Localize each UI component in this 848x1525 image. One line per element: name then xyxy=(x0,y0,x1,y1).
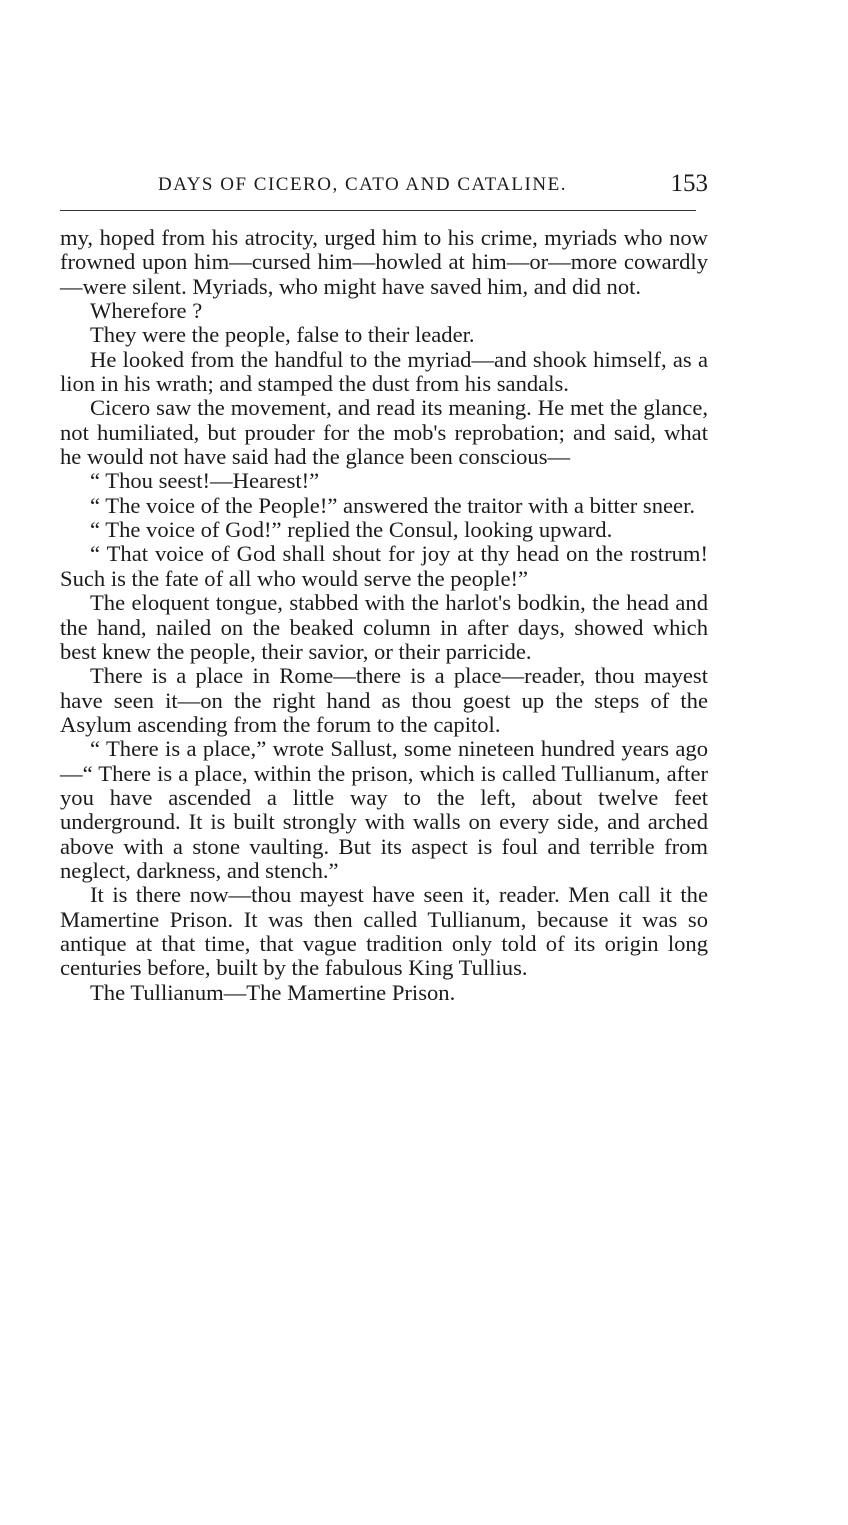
paragraph: “ Thou seest!—Hearest!” xyxy=(90,468,320,494)
page-header xyxy=(60,170,708,204)
paragraph: “ The voice of the People!” answered the traitor with a bitter sneer. xyxy=(90,492,695,518)
paragraph: Cicero saw the movement, and read its meaning. He met the glance, not humiliated, but prouder for the mob's reprobation; and said, what he would not have said had the glance been conscious— xyxy=(60,395,708,470)
paragraph: “ That voice of God shall shout for joy at thy head on the rostrum! Such is the fate of all who would serve the people!” xyxy=(60,541,708,591)
paragraph: They were the people, false to their leader. xyxy=(90,322,475,348)
paragraph: Wherefore ? xyxy=(90,298,203,324)
paragraph: The Tullianum—The Mamertine Prison. xyxy=(90,979,456,1005)
paragraph: The eloquent tongue, stabbed with the harlot's bodkin, the head and the hand, nailed on the beaked column in after days, showed which best knew the people, their savior, or their parricide. xyxy=(60,590,708,664)
paragraph: “ The voice of God!” replied the Consul, looking upward. xyxy=(90,517,613,543)
paragraph: my, hoped from his atrocity, urged him to his crime, myriads who now frowned upon him—cursed him—howled at him—or—more cowardly—were silent. Myriads, who might have saved him, and did not. xyxy=(60,225,708,299)
paragraph: It is there now—thou mayest have seen it, reader. Men call it the Mamertine Prison. It was then called Tullianum, because it was so antique at that time, that vague tradition only told of its origin long centuries before, built by the fabulous King Tullius. xyxy=(60,882,708,981)
paragraph: He looked from the handful to the myriad—and shook himself, as a lion in his wrath; and stamped the dust from his sandals. xyxy=(60,346,708,397)
body-text xyxy=(60,226,708,1005)
header-rule xyxy=(60,210,696,211)
page-number: 153 xyxy=(670,170,708,197)
paragraph: “ There is a place,” wrote Sallust, some nineteen hundred years ago—“ There is a place, within the prison, which is called Tullianum, after you have ascended a little way to the left, about twelve feet underground. It is built strongly with walls on every side, and arched above with a stone vaulting. But its aspect is foul and terrible from neglect, darkness, and stench.” xyxy=(60,736,708,883)
paragraph: There is a place in Rome—there is a place—reader, thou mayest have seen it—on the right hand as thou goest up the steps of the Asylum ascending from the forum to the capitol. xyxy=(60,663,708,737)
running-title: DAYS OF CICERO, CATO AND CATALINE. xyxy=(158,174,567,195)
